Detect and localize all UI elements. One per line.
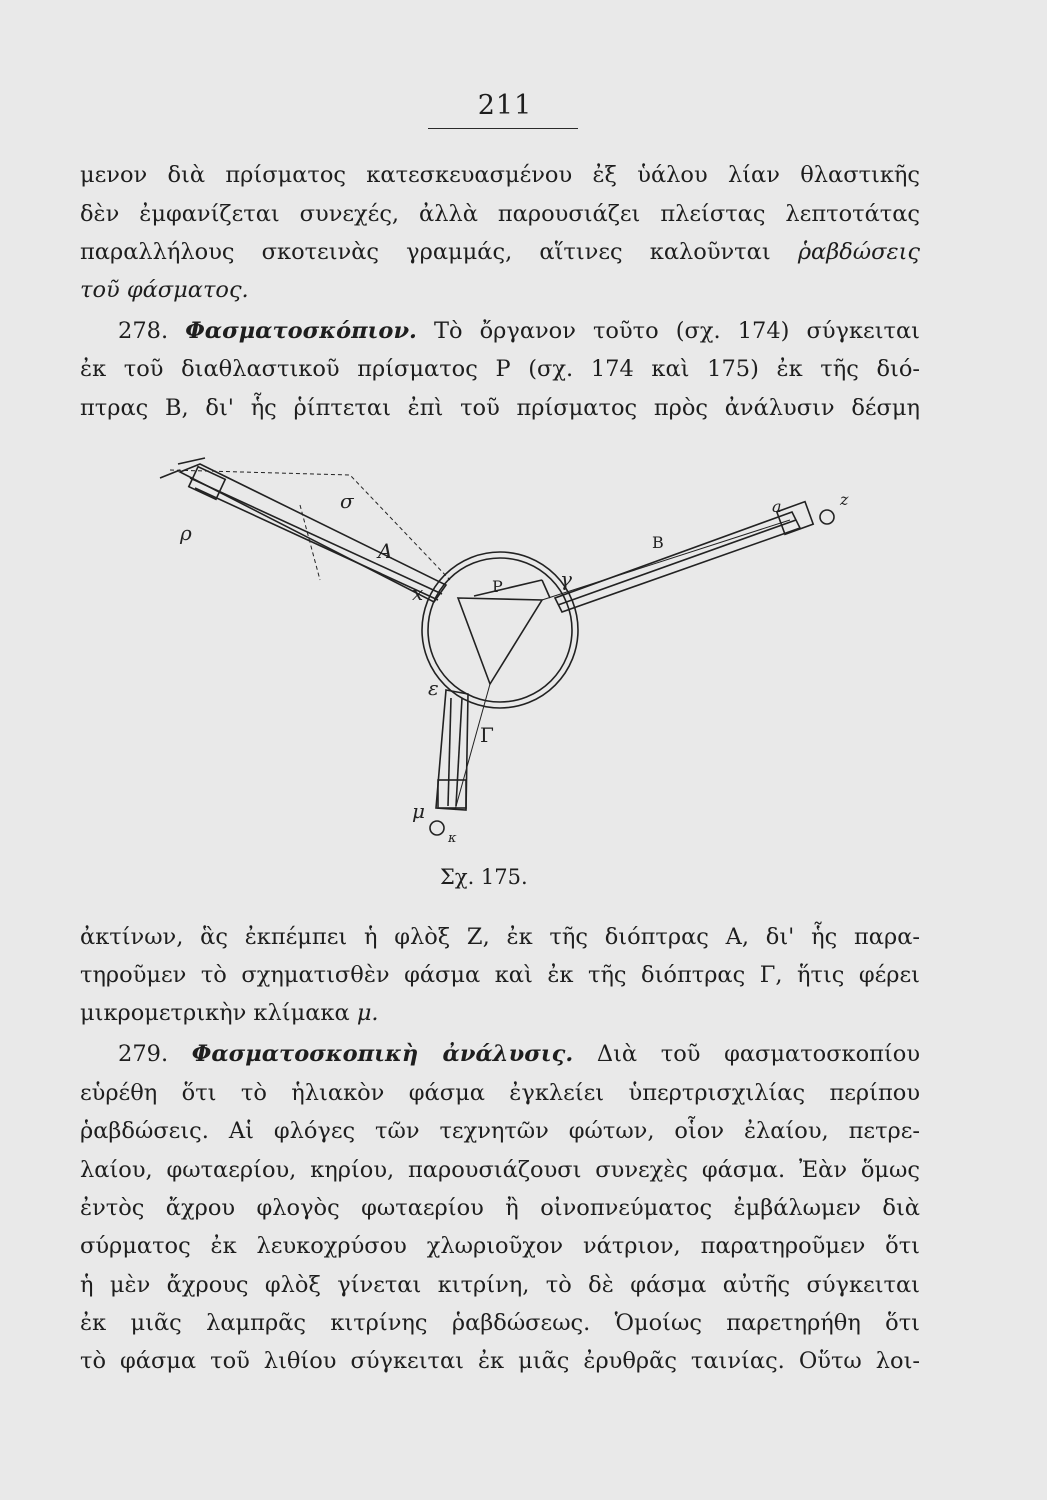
tube-a-line (195, 488, 438, 600)
text-line: λαίου, φωταερίου, κηρίου, παρουσιάζουσι συνεχὲς φάσμα. Ἐὰν ὅμως (80, 1157, 920, 1183)
text-span: Διὰ τοῦ φασματοσκοπίου (596, 1041, 921, 1067)
ray-path (542, 520, 790, 600)
italic-term: μ. (356, 1000, 379, 1026)
italic-term: τοῦ φάσματος. (80, 277, 249, 303)
label-a-slit: a (772, 497, 782, 516)
tube-gamma-line (448, 698, 451, 806)
spectroscope-figure (150, 450, 870, 860)
text-line: δὲν ἐμφανίζεται συνεχές, ἀλλὰ παρουσιάζει πλείστας λεπτοτάτας (80, 201, 920, 227)
label-sigma: σ (340, 489, 354, 513)
text-line: μενον διὰ πρίσματος κατεσκευασμένου ἐξ ὑάλου λίαν θλαστικῆς (80, 162, 920, 188)
tube-gamma (436, 690, 468, 810)
figure-caption: Σχ. 175. (440, 865, 528, 889)
text-line (80, 237, 920, 267)
text-line: ἐντὸς ἄχρου φλογὸς φωταερίου ἢ οἰνοπνεύματος ἐμβάλωμεν διὰ (80, 1195, 920, 1221)
text-line: πτρας Β, δι' ἧς ῥίπτεται ἐπὶ τοῦ πρίσματος πρὸς ἀνάλυσιν δέσμη (80, 395, 920, 421)
label-z: z (840, 490, 849, 509)
text-line: τὸ φάσμα τοῦ λιθίου σύγκειται ἐκ μιᾶς ἐρυθρᾶς ταινίας. Οὕτω λοι- (80, 1348, 920, 1374)
text-line: εὑρέθη ὅτι τὸ ἡλιακὸν φάσμα ἐγκλείει ὑπερτρισχιλίας περίπου (80, 1080, 920, 1106)
label-gamma: γ (560, 567, 572, 591)
italic-term: ῥαβδώσεις (797, 239, 920, 265)
label-p: P (492, 577, 503, 596)
prism-line (542, 580, 550, 598)
text-span: μικρομετρικὴν κλίμακα (80, 1000, 350, 1026)
ray-path (170, 470, 450, 580)
text-line: ἐκ μιᾶς λαμπρᾶς κιτρίνης ῥαβδώσεως. Ὁμοίως παρετηρήθη ὅτι (80, 1310, 920, 1336)
label-gamma-tube: Γ (480, 723, 494, 747)
section-heading: Φασματοσκοπικὴ ἀνάλυσις. (191, 1041, 574, 1067)
flame-z (820, 510, 834, 524)
text-line: ἀκτίνων, ἃς ἐκπέμπει ἡ φλὸξ Ζ, ἐκ τῆς διόπτρας Α, δι' ἧς παρα- (80, 924, 920, 950)
label-a-tube: A (378, 539, 393, 563)
header-rule (428, 128, 578, 129)
label-b-tube: B (652, 533, 664, 552)
text-line: ἡ μὲν ἄχρους φλὸξ γίνεται κιτρίνη, τὸ δὲ φάσμα αὐτῆς σύγκειται (80, 1272, 920, 1298)
tube-a-line (190, 478, 442, 594)
tube-b-line (558, 520, 796, 605)
section-number: 279. (118, 1041, 169, 1067)
section-279-line (118, 1039, 920, 1069)
text-line (80, 275, 920, 305)
eyepiece-tip (160, 470, 180, 478)
prism-line (474, 580, 542, 596)
eyepiece-tip (178, 458, 205, 464)
label-x: x (412, 581, 424, 605)
text-line (80, 998, 920, 1028)
label-rho: ρ (180, 521, 192, 545)
text-line: τηροῦμεν τὸ σχηματισθὲν φάσμα καὶ ἐκ τῆς διόπτρας Γ, ἥτις φέρει (80, 962, 920, 988)
tube-a (180, 464, 446, 602)
prism-outline (458, 598, 542, 684)
label-epsilon: ε (428, 676, 439, 700)
micrometer-lamp (430, 821, 444, 835)
section-heading: Φασματοσκόπιον. (185, 318, 417, 344)
text-line: ῥαβδώσεις. Αἱ φλόγες τῶν τεχνητῶν φώτων, οἷον ἐλαίου, πετρε- (80, 1118, 920, 1144)
label-k: κ (448, 831, 457, 846)
page-number: 211 (477, 90, 533, 121)
text-line: ἐκ τοῦ διαθλαστικοῦ πρίσματος Ρ (σχ. 174 καὶ 175) ἐκ τῆς διό- (80, 356, 920, 382)
label-mu: μ (412, 799, 425, 823)
section-278-line (118, 316, 920, 346)
text-line: σύρματος ἐκ λευκοχρύσου χλωριοῦχον νάτριον, παρατηροῦμεν ὅτι (80, 1233, 920, 1259)
text-span: Τὸ ὄργανον τοῦτο (σχ. 174) σύγκειται (433, 318, 920, 344)
section-number: 278. (118, 318, 169, 344)
text-span: παραλλήλους σκοτεινὰς γραμμάς, αἵτινες καλοῦνται (80, 239, 771, 265)
